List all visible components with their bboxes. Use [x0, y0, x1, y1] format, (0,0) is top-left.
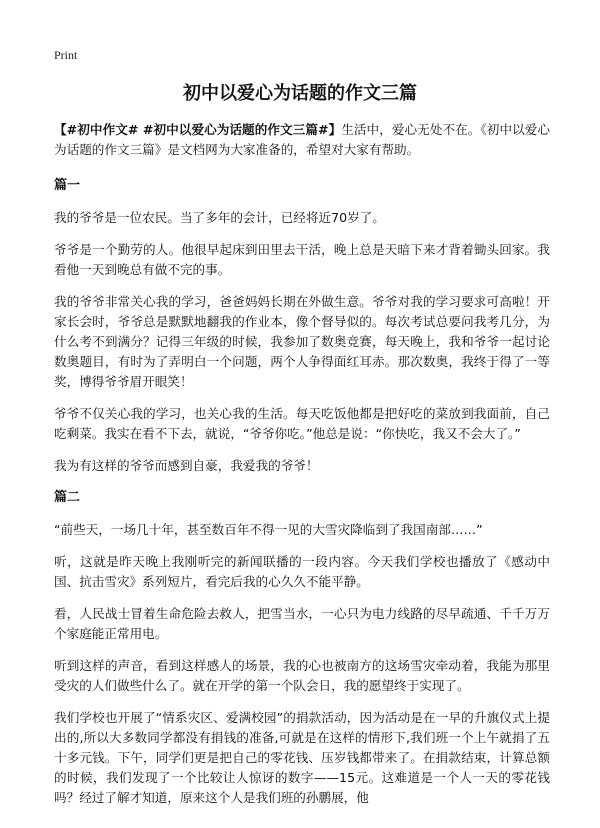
paragraph: 听，这就是昨天晚上我刚听完的新闻联播的一段内容。今天我们学校也播放了《感动中国、抗击雪灾》系列短片，看完后我的心久久不能平静。: [54, 554, 550, 589]
paragraph: 爷爷不仅关心我的学习，也关心我的生活。每天吃饭他都是把好吃的菜放到我面前，自己吃剩菜。我实在看不下去，就说，“爷爷你吃。”他总是说：“你快吃，我又不会大了。”: [54, 406, 550, 441]
section-heading-1: 篇一: [54, 178, 81, 193]
paragraph: 我们学校也开展了“情系灾区、爱满校园”的捐款活动，因为活动是在一早的升旗仪式上提出的,所以大多数同学都没有捐钱的准备,可就是在这样的情形下,我们班一个上午就捐了五十多元钱。下午，同学们更是把自己的零花钱、压岁钱都带来了。在捐款结束，计算总额的时候，我们发现了一个比较让人惊讶的数字——15元。这难道是一个人一天的零花钱吗？经过了解才知道，原来这个人是我们班的孙鹏展，他: [54, 710, 550, 805]
intro-tag: 【#初中作文# #初中以爱心为话题的作文三篇#】: [54, 122, 342, 137]
intro-paragraph: [54, 120, 550, 160]
paragraph: “前些天，一场几十年，甚至数百年不得一见的大雪灾降临到了我国南部……”: [54, 522, 483, 537]
section-heading-2: 篇二: [54, 490, 81, 505]
page-title: 初中以爱心为话题的作文三篇: [183, 83, 417, 104]
paragraph: 我的爷爷非常关心我的学习，爸爸妈妈长期在外做生意。爷爷对我的学习要求可高啦！开家长会时，爷爷总是默默地翻我的作业本，像个督导似的。每次考试总要问我考几分，为什么考不到满分？记得三年级的时候，我参加了数奥竞赛，每天晚上，我和爷爷一起讨论数奥题目，有时为了弄明白一个问题，两个人争得面红耳赤。那次数奥，我终于得了一等奖，博得爷爷眉开眼笑！: [54, 294, 550, 389]
article-body: [54, 120, 550, 820]
paragraph: 听到这样的声音，看到这样感人的场景，我的心也被南方的这场雪灾牵动着，我能为那里受灾的人们做些什么了。就在开学的第一个队会日，我的愿望终于实现了。: [54, 658, 550, 693]
paragraph: 看，人民战士冒着生命危险去救人，把雪当水，一心只为电力线路的尽早疏通、千千万万个家庭能正常用电。: [54, 606, 550, 641]
print-link[interactable]: Print: [54, 48, 78, 62]
paragraph: 我为有这样的爷爷而感到自豪，我爱我的爷爷！: [54, 458, 319, 473]
intro-text: 生活中，爱心无处不在。《初中以爱心为话题的作文三篇》是文档网为大家准备的，希望对大家有帮助。: [54, 122, 550, 157]
paragraph: 爷爷是一个勤劳的人。他很早起床到田里去干活，晚上总是天暗下来才背着锄头回家。我看他一天到晚总有做不完的事。: [54, 242, 550, 277]
paragraph: 我的爷爷是一位农民。当了多年的会计，已经将近70岁了。: [54, 210, 385, 225]
